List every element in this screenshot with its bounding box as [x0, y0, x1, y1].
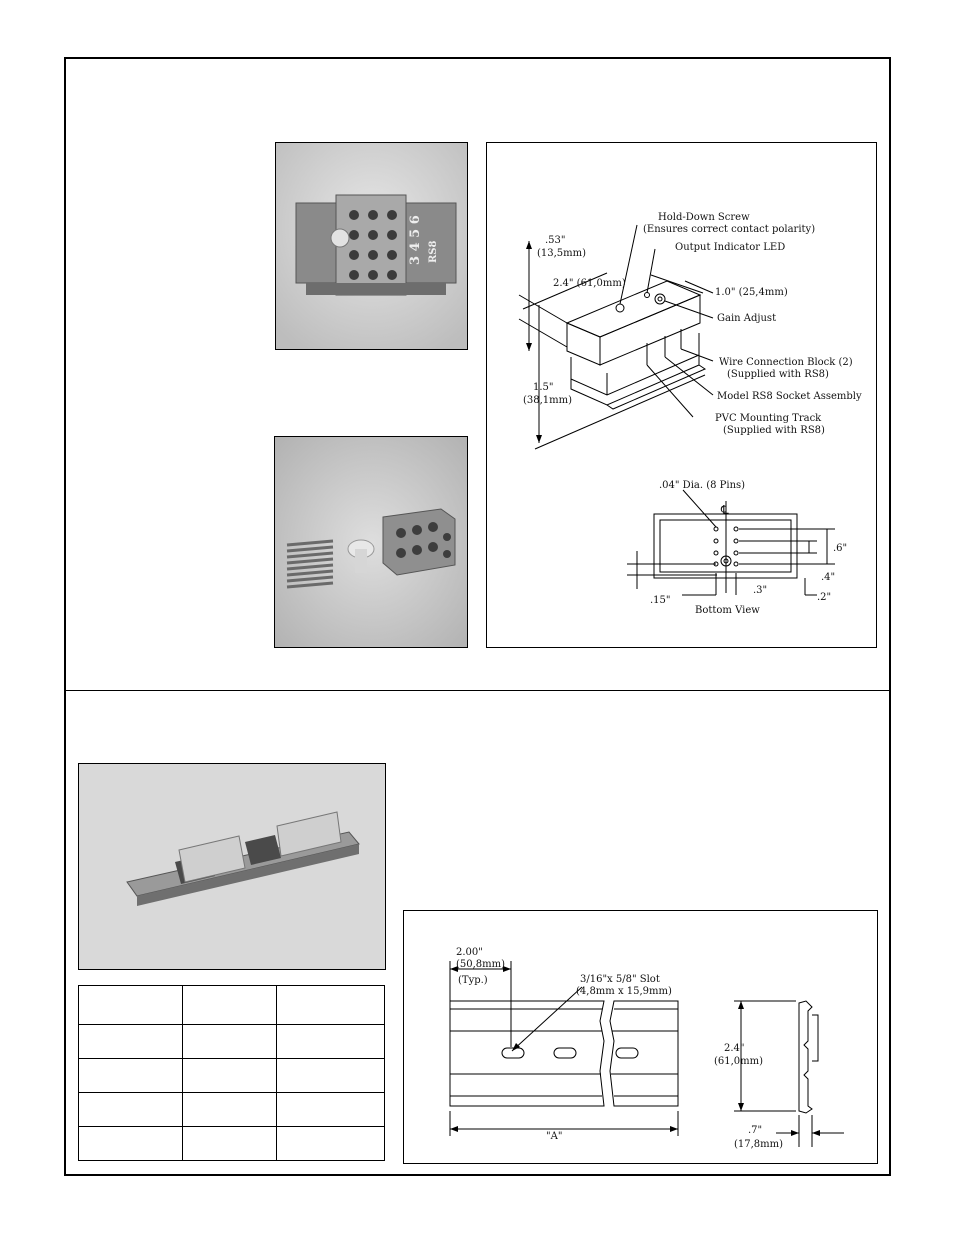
section-divider [64, 690, 891, 691]
bottom-view-caption: Bottom View [695, 605, 760, 616]
track-spacing-typ: (Typ.) [458, 975, 488, 986]
bottom-view-dim-06: .6" [833, 543, 848, 554]
dim-depth-mm: (13,5mm) [537, 248, 587, 259]
table-row [79, 1025, 385, 1059]
table-row [79, 1059, 385, 1093]
track-depth-in: .7" [748, 1125, 763, 1136]
bottom-view-dim-03: .3" [753, 585, 768, 596]
dim-depth-in: .53" [545, 235, 566, 246]
track-slot-mm: (4,8mm x 15,9mm) [576, 986, 672, 997]
table-row [79, 1127, 385, 1161]
label-wire-block: Wire Connection Block (2) [719, 357, 853, 368]
track-height-mm: (61,0mm) [714, 1056, 764, 1067]
dim-height-in: 1.5" [533, 382, 554, 393]
label-socket-assembly: Model RS8 Socket Assembly [717, 391, 862, 402]
label-hold-down-screw-note: (Ensures correct contact polarity) [643, 224, 816, 235]
track-assembly-photo [78, 763, 386, 970]
label-mounting-track: PVC Mounting Track [715, 413, 822, 424]
pins-photo [274, 436, 468, 648]
track-slot: 3/16"x 5/8" Slot [580, 974, 660, 985]
track-dimension-diagram [403, 910, 878, 1164]
bottom-view-pin-note: .04" Dia. (8 Pins) [659, 480, 746, 491]
label-gain-adjust: Gain Adjust [717, 313, 777, 324]
dim-length: 2.4" (61,0mm) [553, 278, 626, 289]
track-spacing-in: 2.00" [456, 947, 483, 958]
bottom-view-centerline: ℄ [721, 503, 729, 517]
sensor-dimension-diagram [486, 142, 877, 648]
bottom-view-dim-02: .2" [817, 592, 832, 603]
table-row [79, 1093, 385, 1127]
label-wire-block-note: (Supplied with RS8) [727, 369, 829, 380]
bottom-view-dim-015: .15" [650, 595, 671, 606]
socket-marking-text: RS8 [428, 240, 439, 263]
dim-height-mm: (38,1mm) [523, 395, 573, 406]
label-hold-down-screw: Hold-Down Screw [658, 212, 750, 223]
dim-width: 1.0" (25,4mm) [715, 287, 788, 298]
label-mounting-track-note: (Supplied with RS8) [723, 425, 825, 436]
track-length-label: "A" [546, 1131, 563, 1142]
track-height-in: 2.4" [724, 1043, 745, 1054]
table-row [79, 986, 385, 1025]
track-spacing-mm: (50,8mm) [456, 959, 506, 970]
spec-table [78, 985, 385, 1161]
socket-photo [275, 142, 468, 350]
label-output-led: Output Indicator LED [675, 242, 786, 253]
bottom-view-dim-04: .4" [821, 572, 836, 583]
track-depth-mm: (17,8mm) [734, 1139, 784, 1150]
socket-numbers-text: 3 4 5 6 [408, 215, 423, 265]
